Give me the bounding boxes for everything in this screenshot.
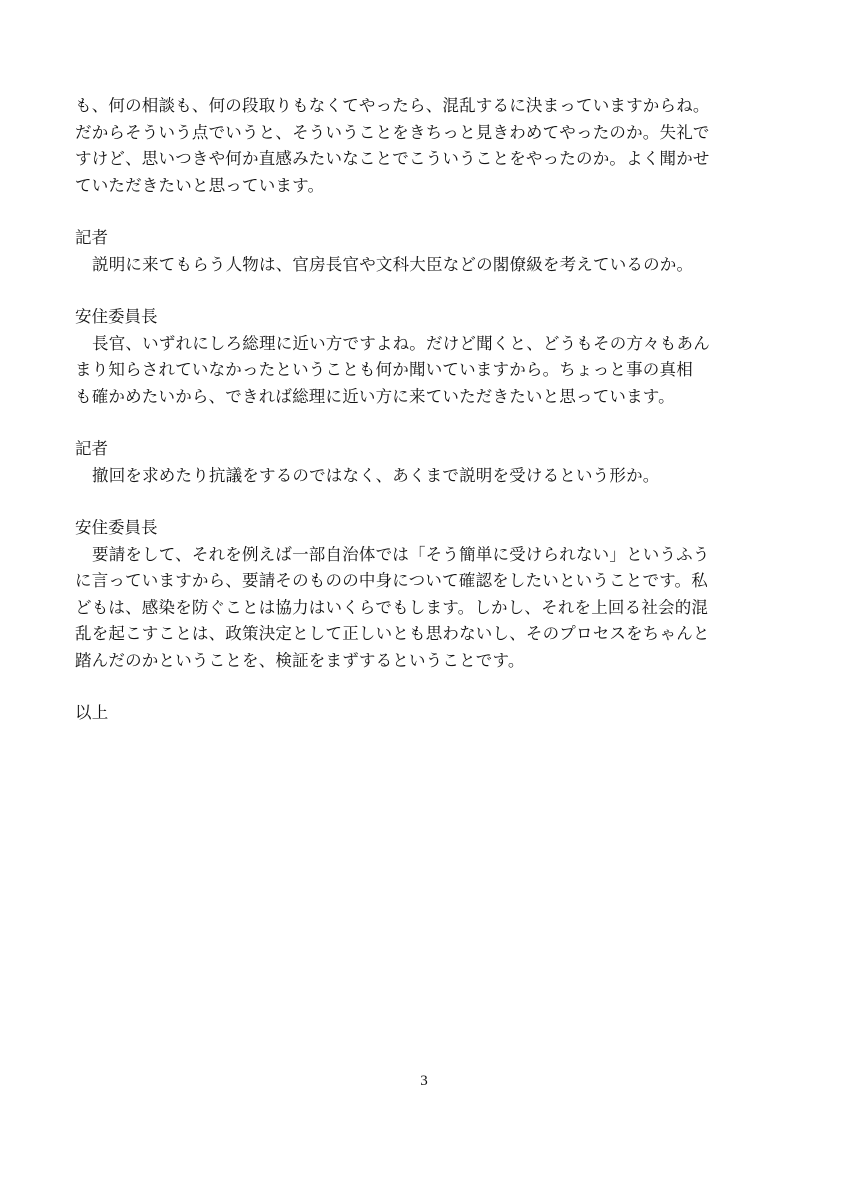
text-line: に言っていますから、要請そのものの中身について確認をしたいということです。私 [75, 571, 708, 590]
document-body [75, 93, 775, 727]
text-line: だからそういう点でいうと、そういうことをきちっと見きわめてやったのか。失礼で [75, 122, 710, 142]
text-line: すけど、思いつきや何か直感みたいなことでこういうことをやったのか。よく聞かせ [75, 149, 710, 168]
text-line: 説明に来てもらう人物は、官房長官や文科大臣などの閣僚級を考えているのか。 [92, 254, 694, 274]
paragraph-spacer [75, 489, 775, 515]
text-line: も、何の相談も、何の段取りもなくてやったら、混乱するに決まっていますからね。 [75, 96, 710, 115]
paragraph-spacer [75, 674, 775, 700]
text-line: どもは、感染を防ぐことは協力はいくらでもします。しかし、それを上回る社会的混 [75, 597, 709, 617]
text-line: 要請をして、それを例えば一部自治体では「そう簡単に受けられない」というふう [92, 544, 710, 564]
dialogue-block-reporter-2 [75, 436, 775, 489]
dialogue-block-reporter-1 [75, 225, 775, 278]
paragraph-spacer [75, 410, 775, 436]
text-line: まり知らされていなかったということも何か聞いていますから。ちょっと事の真相 [75, 360, 693, 379]
text-line: 踏んだのかということを、検証をまずするということです。 [75, 650, 525, 670]
speaker-label: 記者 [75, 439, 108, 458]
text-line: も確かめたいから、できれば総理に近い方に来ていただきたいと思っています。 [75, 386, 675, 406]
speaker-label: 安住委員長 [75, 518, 158, 537]
dialogue-block-chairman-2 [75, 515, 775, 674]
dialogue-block-chairman-1 [75, 304, 775, 410]
paragraph-spacer [75, 199, 775, 225]
text-line: ていただきたいと思っています。 [75, 175, 325, 195]
speaker-label: 記者 [75, 228, 108, 247]
page-number: 3 [420, 1073, 428, 1089]
text-line: 撤回を求めたり抗議をするのではなく、あくまで説明を受けるという形か。 [92, 465, 660, 485]
speaker-label: 安住委員長 [75, 307, 158, 326]
text-line: 長官、いずれにしろ総理に近い方ですよね。だけど聞くと、どうもその方々もあん [92, 333, 710, 353]
closing-text: 以上 [75, 703, 109, 722]
text-line: 乱を起こすことは、政策決定として正しいとも思わないし、そのプロセスをちゃんと [75, 624, 710, 643]
opening-paragraph [75, 93, 775, 199]
paragraph-spacer [75, 278, 775, 304]
